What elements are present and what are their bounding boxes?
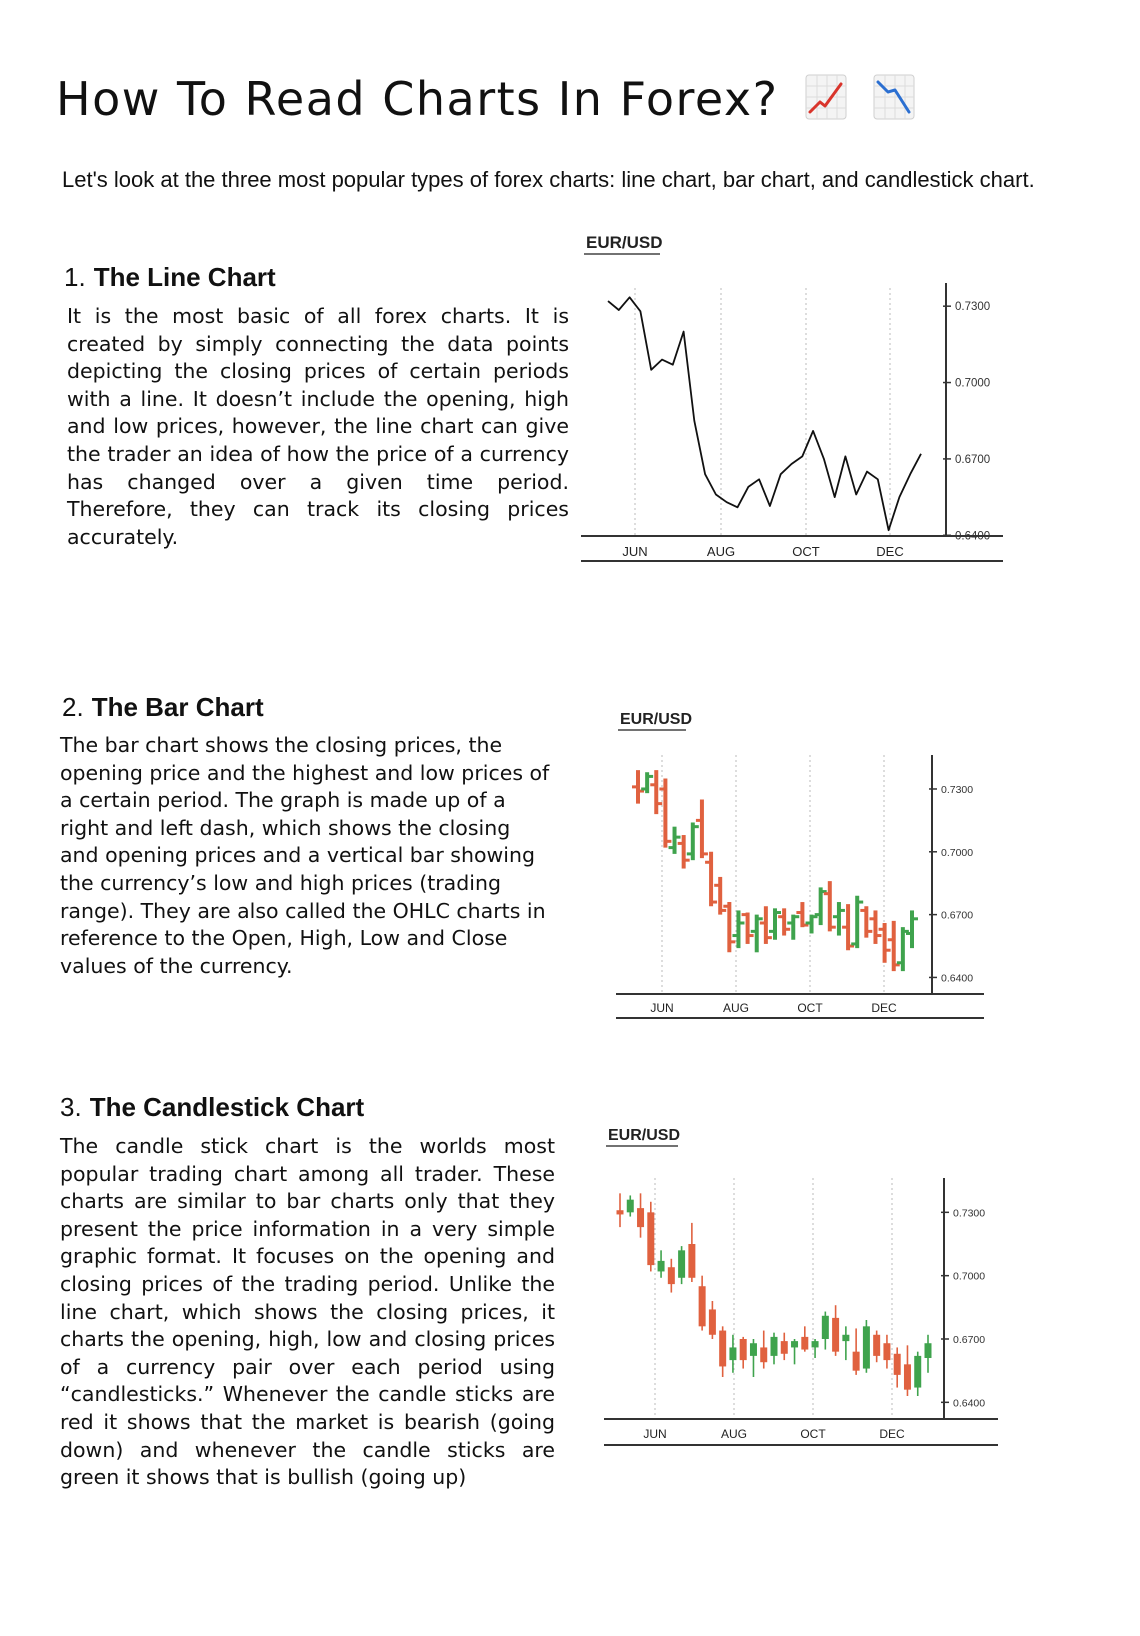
y-tick-label: 0.6400: [941, 972, 974, 985]
candle-body: [822, 1316, 829, 1339]
section-heading-bar-chart: [62, 692, 264, 723]
y-tick-label: 0.7300: [941, 783, 974, 796]
y-tick-label: 0.6700: [941, 909, 974, 922]
section-number: 3.: [60, 1092, 82, 1122]
x-tick-label: JUN: [650, 1001, 674, 1015]
x-tick-label: DEC: [876, 544, 904, 559]
y-tick-label: 0.7000: [955, 377, 991, 390]
candle-body: [894, 1354, 901, 1375]
x-tick-label: OCT: [792, 544, 820, 559]
section-heading-line-chart: [64, 262, 276, 293]
x-tick-label: OCT: [797, 1001, 823, 1015]
y-tick-label: 0.6700: [953, 1334, 986, 1346]
candle-body: [740, 1339, 747, 1360]
page-title-text: How To Read Charts In Forex?: [56, 72, 779, 126]
x-tick-label: OCT: [800, 1427, 826, 1441]
candle-body: [873, 1335, 880, 1356]
section-title: The Bar Chart: [91, 692, 264, 722]
chart-title: EUR/USD: [608, 1127, 681, 1144]
candle-body: [709, 1309, 716, 1334]
candle-body: [883, 1343, 890, 1360]
candle-body: [791, 1341, 798, 1347]
candle-body: [832, 1318, 839, 1352]
candle-body: [688, 1244, 695, 1278]
price-line: [608, 297, 921, 530]
candle-body: [750, 1343, 757, 1356]
chart-decreasing-icon: [873, 74, 915, 131]
section-title: The Line Chart: [93, 262, 276, 292]
candle-body: [760, 1347, 767, 1362]
section-title: The Candlestick Chart: [89, 1092, 365, 1122]
candle-body: [637, 1208, 644, 1227]
y-tick-label: 0.7000: [953, 1270, 986, 1283]
y-tick-label: 0.7300: [953, 1207, 986, 1220]
candle-body: [925, 1343, 932, 1358]
candle-body: [699, 1286, 706, 1326]
candle-body: [678, 1250, 685, 1277]
y-tick-label: 0.6700: [955, 453, 991, 466]
y-tick-label: 0.7300: [955, 301, 991, 314]
candle-body: [781, 1341, 788, 1354]
chart-title: EUR/USD: [586, 233, 663, 252]
x-tick-label: JUN: [643, 1427, 667, 1441]
candle-body: [904, 1364, 911, 1389]
candle-body: [647, 1212, 654, 1265]
y-tick-label: 0.6400: [955, 530, 991, 543]
candle-body: [668, 1267, 675, 1284]
candle-body: [719, 1331, 726, 1367]
section-body-candlestick-chart: The candle stick chart is the worlds most popular trading chart among all trader. These charts are similar to bar charts only that they present the price information in a very simple graphic format. It focuses on the opening and closing prices of the trading period. Unlike the line chart, which shows the closing prices, it charts the opening, high, low and closing prices of a currency pair over each period using “candlesticks.” Whenever the candle sticks are red it shows that the market is bearish (going down) and whenever the candle sticks are green it shows that is bullish (going up): [60, 1134, 555, 1490]
candle-body: [842, 1335, 849, 1341]
section-number: 2.: [62, 692, 84, 722]
y-tick-label: 0.6400: [953, 1397, 986, 1410]
candlestick-chart: [602, 1120, 1002, 1450]
x-tick-label: DEC: [871, 1001, 897, 1015]
candle-body: [771, 1337, 778, 1356]
intro-paragraph: Let's look at the three most popular types of forex charts: line chart, bar chart, and candlestick chart.: [62, 167, 1035, 192]
x-tick-label: DEC: [879, 1427, 905, 1441]
section-number: 1.: [64, 262, 86, 292]
page-title: [56, 72, 915, 131]
section-body-bar-chart: The bar chart shows the closing prices, the opening price and the highest and low prices of a certain period. The graph is made up of a right and left dash, which shows the closing and opening prices and a vertical bar showing the currency’s low and high prices (trading range). They are also called the OHLC charts in reference to the Open, High, Low and Close values of the currency.: [60, 733, 550, 978]
section-heading-candlestick-chart: [60, 1092, 364, 1123]
bar-chart: [614, 705, 989, 1025]
chart-title: EUR/USD: [620, 711, 693, 728]
section-body-line-chart: It is the most basic of all forex charts. It is created by simply connecting the data points depicting the closing prices of certain periods with a line. It doesn’t include the opening, high and low prices, however, the line chart can give the trader an idea of how the price of a currency has changed over a given time period. Therefore, they can track its closing prices accurately.: [67, 304, 569, 549]
y-tick-label: 0.7000: [941, 846, 974, 859]
candle-body: [863, 1326, 870, 1368]
candle-body: [617, 1210, 624, 1214]
candle-body: [853, 1352, 860, 1371]
x-tick-label: AUG: [720, 1427, 748, 1441]
x-tick-label: AUG: [706, 544, 736, 559]
candle-body: [801, 1337, 808, 1350]
candle-body: [658, 1261, 665, 1272]
candle-body: [627, 1200, 634, 1213]
x-tick-label: AUG: [722, 1001, 750, 1015]
chart-increasing-icon: [805, 74, 847, 131]
x-tick-label: JUN: [622, 544, 648, 559]
candle-body: [729, 1347, 736, 1360]
candle-body: [914, 1356, 921, 1388]
line-chart: [578, 228, 1008, 568]
candle-body: [812, 1341, 819, 1347]
